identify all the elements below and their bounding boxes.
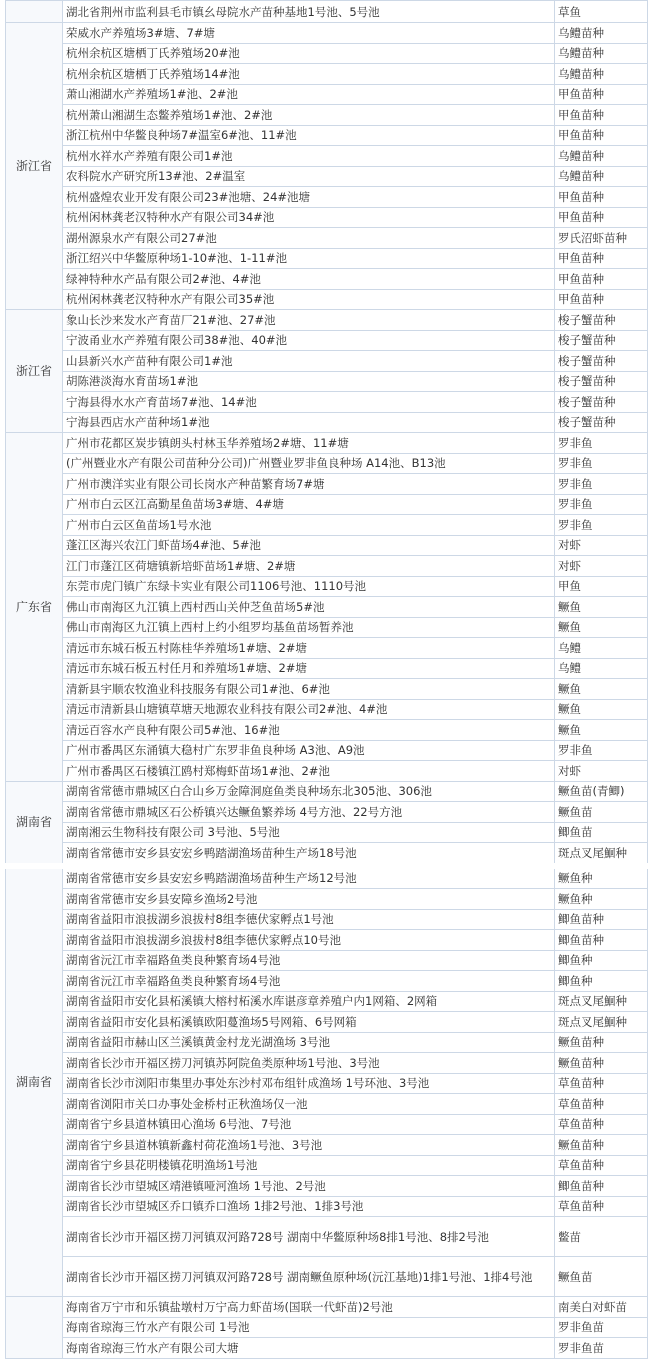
farm-location-cell: 海南省琼海三竹水产有限公司大塘 [63, 1338, 555, 1359]
table-row [6, 1257, 648, 1297]
farm-location-cell: 湖南省益阳市安化县柘溪镇欧阳蔓渔场5号网箱、6号网箱 [63, 1012, 555, 1033]
table-row [6, 638, 648, 659]
table-row [6, 43, 648, 64]
farm-location-cell: 湖南省常德市鼎城区白合山乡万金障洞庭鱼类良种场东北305池、306池 [63, 781, 555, 802]
species-cell: 乌鳢苗种 [555, 23, 648, 44]
farm-location-cell: 湖南省长沙市开福区捞刀河镇苏阿院鱼类原种场1号池、3号池 [63, 1053, 555, 1074]
farm-location-cell: 湖州源泉水产有限公司27#池 [63, 228, 555, 249]
table-row [6, 889, 648, 910]
farm-location-cell: 湖南省宁乡县花明楼镇花明渔场1号池 [63, 1155, 555, 1176]
table-row [6, 515, 648, 536]
farm-location-cell: 湖南省长沙市浏阳市集里办事处东沙村邓布组针成渔场 1号环池、3号池 [63, 1073, 555, 1094]
species-cell: 罗非鱼 [555, 740, 648, 761]
farm-location-cell: 杭州盛煌农业开发有限公司23#池塘、24#池塘 [63, 187, 555, 208]
species-cell: 鳜鱼苗种 [555, 1032, 648, 1053]
table-row [6, 412, 648, 433]
species-cell: 乌鳢苗种 [555, 43, 648, 64]
farm-location-cell: 蓬江区海兴农江门虾苗场4#池、5#池 [63, 535, 555, 556]
species-cell: 鲫鱼种 [555, 950, 648, 971]
species-cell: 鳜鱼种 [555, 866, 648, 889]
farm-location-cell: 清远市东城石板五村任月和养殖场1#塘、2#塘 [63, 658, 555, 679]
table-row [6, 310, 648, 331]
species-cell: 鳜鱼苗种 [555, 1053, 648, 1074]
province-cell [6, 1297, 63, 1359]
species-cell: 鲫鱼苗种 [555, 909, 648, 930]
species-cell: 甲鱼苗种 [555, 187, 648, 208]
table-row [6, 1114, 648, 1135]
farm-location-cell: 湖南省益阳市赫山区兰溪镇黄金村龙光湖渔场 3号池 [63, 1032, 555, 1053]
table-row [6, 699, 648, 720]
table-row [6, 351, 648, 372]
farm-location-cell: (广州暨业水产有限公司苗种分公司)广州暨业罗非鱼良种场 A14池、B13池 [63, 453, 555, 474]
province-cell: 浙江省 [6, 310, 63, 433]
farm-location-cell: 湖南省长沙市开福区捞刀河镇双河路728号 湖南鳜鱼原种场(沅江基地)1排1号池、1排4号池 [63, 1257, 555, 1297]
table-row [6, 597, 648, 618]
table-row [6, 781, 648, 802]
table-row [6, 679, 648, 700]
farm-location-cell: 广州市番禺区东涌镇大稳村广东罗非鱼良种场 A3池、A9池 [63, 740, 555, 761]
table-row [6, 740, 648, 761]
table-row [6, 146, 648, 167]
species-cell: 鳜鱼种 [555, 889, 648, 910]
province-cell: 湖南省 [6, 866, 63, 1297]
farm-location-cell: 杭州闲林龚老汉特种水产有限公司34#池 [63, 207, 555, 228]
species-cell: 甲鱼 [555, 576, 648, 597]
species-cell: 鳜鱼 [555, 679, 648, 700]
province-cell [6, 1, 63, 23]
farm-location-cell: 胡陈港淡海水育苗场1#池 [63, 371, 555, 392]
species-cell: 斑点叉尾鮰种 [555, 843, 648, 866]
species-cell: 鳜鱼苗(青鲫) [555, 781, 648, 802]
table-row [6, 64, 648, 85]
farm-location-cell: 清远市清新县山塘镇草塘天地源农业科技有限公司2#池、4#池 [63, 699, 555, 720]
species-cell: 鲫鱼苗 [555, 822, 648, 843]
table-row [6, 909, 648, 930]
table-row [6, 617, 648, 638]
farm-location-cell: 广州市番禺区石楼镇江鸥村郑梅虾苗场1#池、2#池 [63, 761, 555, 782]
farm-location-cell: 清远市东城石板五村陈桂华养殖场1#塘、2#塘 [63, 638, 555, 659]
farm-location-cell: 湖南省长沙市望城区乔口镇乔口渔场 1排2号池、1排3号池 [63, 1196, 555, 1217]
table-row [6, 228, 648, 249]
table-row [6, 474, 648, 495]
farm-location-cell: 湖南省沅江市幸福路鱼类良种繁育场4号池 [63, 950, 555, 971]
farm-location-cell: 海南省琼海三竹水产有限公司 1号池 [63, 1317, 555, 1338]
farm-location-cell: 湖北省荆州市监利县毛市镇幺母院水产苗种基地1号池、5号池 [63, 1, 555, 23]
table-row [6, 248, 648, 269]
species-cell: 斑点叉尾鮰种 [555, 1012, 648, 1033]
species-cell: 乌鳢 [555, 658, 648, 679]
province-cell: 浙江省 [6, 23, 63, 310]
farm-location-cell: 杭州余杭区塘栖丁氏养殖场14#池 [63, 64, 555, 85]
farm-location-cell: 海南省万宁市和乐镇盐墩村万宁高力虾苗场(国联一代虾苗)2号池 [63, 1297, 555, 1318]
table-row [6, 720, 648, 741]
farm-location-cell: 宁海县得水水产育苗场7#池、14#池 [63, 392, 555, 413]
species-cell: 罗氏沼虾苗种 [555, 228, 648, 249]
species-cell: 罗非鱼 [555, 453, 648, 474]
species-cell: 甲鱼苗种 [555, 105, 648, 126]
farm-location-cell: 山县新兴水产苗种有限公司1#池 [63, 351, 555, 372]
farm-location-cell: 湖南省长沙市开福区捞刀河镇双河路728号 湖南中华鳖原种场8排1号池、8排2号池 [63, 1217, 555, 1257]
species-cell: 甲鱼苗种 [555, 269, 648, 290]
species-cell: 罗非鱼 [555, 433, 648, 454]
farm-location-cell: 广州市白云区江高勤星鱼苗场3#塘、4#塘 [63, 494, 555, 515]
species-cell: 草鱼苗种 [555, 1196, 648, 1217]
farm-list-table [5, 0, 648, 1359]
farm-location-cell: 湖南省常德市安乡县安宏乡鸭踏湖渔场苗种生产场18号池 [63, 843, 555, 866]
table-row [6, 535, 648, 556]
farm-location-cell: 湖南省常德市鼎城区石公桥镇兴达鳜鱼繁养场 4号方池、22号方池 [63, 802, 555, 823]
farm-location-cell: 湖南省浏阳市关口办事处金桥村正秋渔场仅一池 [63, 1094, 555, 1115]
species-cell: 罗非鱼苗 [555, 1338, 648, 1359]
table-row [6, 433, 648, 454]
farm-location-cell: 杭州水祥水产养殖有限公司1#池 [63, 146, 555, 167]
species-cell: 罗非鱼 [555, 494, 648, 515]
farm-location-cell: 广州市花都区炭步镇朗头村林玉华养殖场2#塘、11#塘 [63, 433, 555, 454]
table-row [6, 207, 648, 228]
table-row [6, 1297, 648, 1318]
farm-location-cell: 浙江杭州中华鳖良种场7#温室6#池、11#池 [63, 125, 555, 146]
species-cell: 乌鳢苗种 [555, 146, 648, 167]
species-cell: 梭子蟹苗种 [555, 392, 648, 413]
farm-location-cell: 清远百容水产良种有限公司5#池、16#池 [63, 720, 555, 741]
farm-location-cell: 萧山湘湖水产养殖场1#池、2#池 [63, 84, 555, 105]
farm-location-cell: 清新县宇顺农牧渔业科技服务有限公司1#池、6#池 [63, 679, 555, 700]
species-cell: 草鱼苗种 [555, 1094, 648, 1115]
farm-location-cell: 东莞市虎门镇广东绿卡实业有限公司1106号池、1110号池 [63, 576, 555, 597]
farm-location-cell: 杭州萧山湘湖生态鳖养殖场1#池、2#池 [63, 105, 555, 126]
table-row [6, 1196, 648, 1217]
table-row [6, 453, 648, 474]
species-cell: 鳜鱼苗 [555, 802, 648, 823]
species-cell: 鲫鱼苗种 [555, 930, 648, 951]
species-cell: 草鱼苗种 [555, 1155, 648, 1176]
species-cell: 甲鱼苗种 [555, 125, 648, 146]
species-cell: 甲鱼苗种 [555, 289, 648, 310]
farm-location-cell: 佛山市南海区九江镇上西村上约小组罗均基鱼苗场暂养池 [63, 617, 555, 638]
species-cell: 斑点叉尾鮰种 [555, 991, 648, 1012]
table-row [6, 1, 648, 23]
farm-location-cell: 湖南省益阳市浪拔湖乡浪拔村8组李德伏家孵点1号池 [63, 909, 555, 930]
species-cell: 鳖苗 [555, 1217, 648, 1257]
table-row [6, 269, 648, 290]
species-cell: 梭子蟹苗种 [555, 310, 648, 331]
farm-location-cell: 广州市白云区鱼苗场1号水池 [63, 515, 555, 536]
species-cell: 罗非鱼 [555, 474, 648, 495]
table-row [6, 822, 648, 843]
species-cell: 乌鳢苗种 [555, 64, 648, 85]
farm-location-cell: 农科院水产研究所13#池、2#温室 [63, 166, 555, 187]
table-row [6, 802, 648, 823]
species-cell: 鲫鱼苗种 [555, 1176, 648, 1197]
table-row [6, 166, 648, 187]
farm-location-cell: 杭州闲林龚老汉特种水产有限公司35#池 [63, 289, 555, 310]
farm-location-cell: 宁波甬业水产养殖有限公司38#池、40#池 [63, 330, 555, 351]
farm-location-cell: 湖南省益阳市浪拔湖乡浪拔村8组李德伏家孵点10号池 [63, 930, 555, 951]
farm-location-cell: 荣威水产养殖场3#塘、7#塘 [63, 23, 555, 44]
farm-location-cell: 湖南省益阳市安化县柘溪镇大榕村柘溪水库谌彦章养殖户内1网箱、2网箱 [63, 991, 555, 1012]
farm-location-cell: 杭州余杭区塘栖丁氏养殖场20#池 [63, 43, 555, 64]
table-row [6, 843, 648, 866]
table-row [6, 1073, 648, 1094]
species-cell: 鲫鱼种 [555, 971, 648, 992]
table-row [6, 658, 648, 679]
table-row [6, 1338, 648, 1359]
species-cell: 梭子蟹苗种 [555, 371, 648, 392]
species-cell: 乌鳢苗种 [555, 166, 648, 187]
farm-location-cell: 象山长沙来发水产育苗厂21#池、27#池 [63, 310, 555, 331]
table-row [6, 371, 648, 392]
table-row [6, 1176, 648, 1197]
species-cell: 甲鱼苗种 [555, 248, 648, 269]
species-cell: 鳜鱼 [555, 699, 648, 720]
table-row [6, 1053, 648, 1074]
farm-location-cell: 佛山市南海区九江镇上西村西山关仲芝鱼苗场5#池 [63, 597, 555, 618]
farm-location-cell: 宁海县西店水产苗种场1#池 [63, 412, 555, 433]
farm-location-cell: 湖南省长沙市望城区靖港镇哑河渔场 1号池、2号池 [63, 1176, 555, 1197]
table-row [6, 84, 648, 105]
table-row [6, 1155, 648, 1176]
table-row [6, 1032, 648, 1053]
species-cell: 鳜鱼 [555, 617, 648, 638]
species-cell: 甲鱼苗种 [555, 207, 648, 228]
table-row [6, 330, 648, 351]
species-cell: 乌鳢 [555, 638, 648, 659]
species-cell: 罗非鱼 [555, 515, 648, 536]
species-cell: 梭子蟹苗种 [555, 330, 648, 351]
table-row [6, 576, 648, 597]
farm-location-cell: 湖南省宁乡县道林镇新鑫村荷花渔场1号池、3号池 [63, 1135, 555, 1156]
table-row [6, 991, 648, 1012]
table-row [6, 105, 648, 126]
table-row [6, 1217, 648, 1257]
table-row [6, 392, 648, 413]
species-cell: 对虾 [555, 535, 648, 556]
farm-location-cell: 湖南湘云生物科技有限公司 3号池、5号池 [63, 822, 555, 843]
farm-location-cell: 绿神特种水产品有限公司2#池、4#池 [63, 269, 555, 290]
farm-location-cell: 湖南省宁乡县道林镇田心渔场 6号池、7号池 [63, 1114, 555, 1135]
species-cell: 鳜鱼 [555, 597, 648, 618]
farm-location-cell: 浙江绍兴中华鳖原种场1-10#池、1-11#池 [63, 248, 555, 269]
table-row [6, 125, 648, 146]
table-row [6, 556, 648, 577]
table-row [6, 1012, 648, 1033]
table-row [6, 930, 648, 951]
species-cell: 对虾 [555, 556, 648, 577]
table-row [6, 950, 648, 971]
species-cell: 鳜鱼 [555, 720, 648, 741]
table-row [6, 494, 648, 515]
farm-location-cell: 湖南省沅江市幸福路鱼类良种繁育场4号池 [63, 971, 555, 992]
species-cell: 梭子蟹苗种 [555, 412, 648, 433]
province-cell: 湖南省 [6, 781, 63, 866]
table-row [6, 1317, 648, 1338]
farm-location-cell: 湖南省常德市安乡县安宏乡鸭踏湖渔场苗种生产场12号池 [63, 866, 555, 889]
species-cell: 鳜鱼苗种 [555, 1135, 648, 1156]
table-row [6, 187, 648, 208]
table-row [6, 289, 648, 310]
table-row [6, 971, 648, 992]
species-cell: 甲鱼苗种 [555, 84, 648, 105]
species-cell: 草鱼苗种 [555, 1114, 648, 1135]
species-cell: 梭子蟹苗种 [555, 351, 648, 372]
table-row [6, 866, 648, 889]
species-cell: 草鱼苗种 [555, 1073, 648, 1094]
table-row [6, 1135, 648, 1156]
table-row [6, 23, 648, 44]
farm-location-cell: 江门市蓬江区荷塘镇新培虾苗场1#塘、2#塘 [63, 556, 555, 577]
farm-location-cell: 广州市澳洋实业有限公司长岗水产种苗繁育场7#塘 [63, 474, 555, 495]
species-cell: 罗非鱼苗 [555, 1317, 648, 1338]
table-row [6, 1094, 648, 1115]
species-cell: 南美白对虾苗 [555, 1297, 648, 1318]
species-cell: 草鱼 [555, 1, 648, 23]
species-cell: 对虾 [555, 761, 648, 782]
province-cell: 广东省 [6, 433, 63, 782]
species-cell: 鳜鱼苗 [555, 1257, 648, 1297]
table-row [6, 761, 648, 782]
farm-location-cell: 湖南省常德市安乡县安障乡渔场2号池 [63, 889, 555, 910]
